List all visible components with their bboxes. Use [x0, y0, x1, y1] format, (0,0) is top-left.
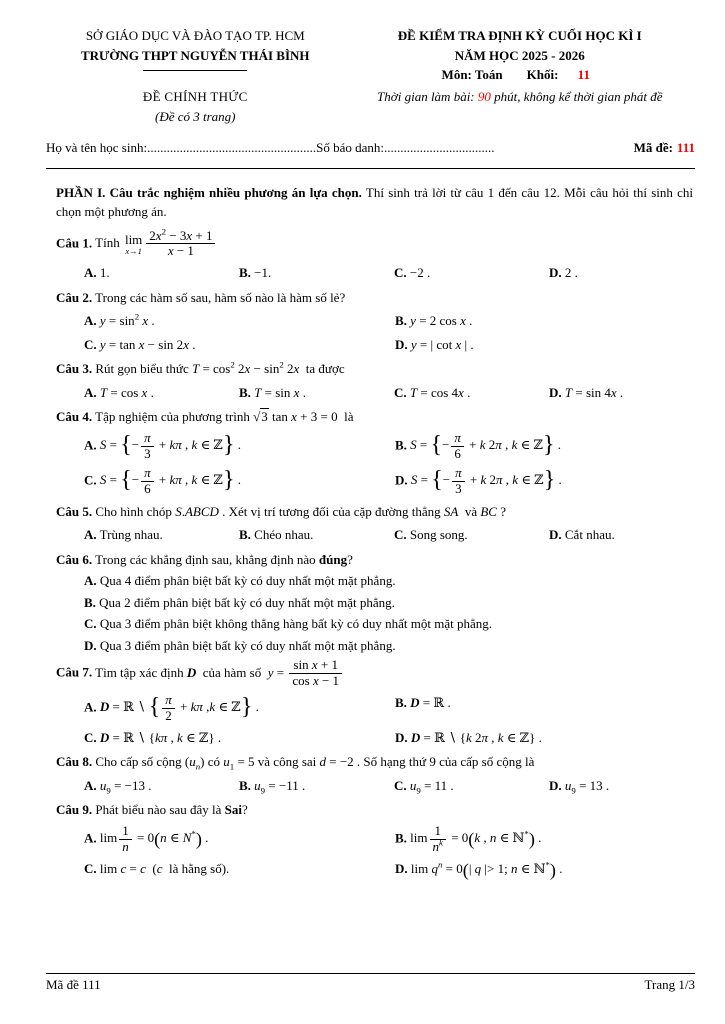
answer-option-a	[84, 693, 395, 724]
option-letter: C.	[394, 265, 407, 281]
exam-footer	[46, 973, 695, 995]
option-content: $u_9 = -11$ .	[254, 777, 306, 796]
option-letter: B.	[395, 437, 407, 453]
options-row	[56, 429, 693, 499]
question-3	[56, 359, 693, 404]
exam-code-label: Mã đề:	[633, 140, 673, 155]
question-label: Câu 4.	[56, 409, 93, 425]
subject-grade-line	[345, 65, 695, 85]
option-letter: B.	[239, 265, 251, 281]
question-label: Câu 9.	[56, 802, 93, 818]
option-letter: B.	[395, 313, 407, 329]
option-letter: B.	[395, 695, 407, 710]
question-5	[56, 502, 693, 547]
option-content: D = ℝ ∖ {kπ , k ∈ ℤ} .	[99, 729, 222, 745]
question-stem-line	[56, 550, 693, 570]
duration-line: Thời gian làm bài: 90 phút, không kể thời gian phát đề	[377, 88, 663, 104]
answer-option-c	[394, 383, 549, 403]
question-stem-line	[56, 752, 693, 772]
option-content: 2 .	[561, 265, 578, 281]
question-label: Câu 6.	[56, 551, 93, 567]
student-info-line	[46, 138, 695, 158]
answer-option-b	[239, 383, 394, 403]
option-letter: D.	[395, 336, 408, 352]
answer-option-b	[239, 776, 394, 796]
answer-option-d	[549, 263, 693, 283]
answer-option-b	[395, 311, 693, 331]
subject-label: Môn: Toán	[441, 67, 503, 82]
option-letter: B.	[395, 830, 407, 846]
option-letter: D.	[84, 637, 97, 653]
option-letter: C.	[394, 777, 407, 793]
question-stem: Trong các hàm số sau, hàm số nào là hàm số lẻ?	[95, 289, 346, 305]
answer-option-b	[239, 263, 394, 283]
question-stem: Rút gọn biểu thức $T = \cos^2 2x - \sin^2 2x$ ta được	[95, 360, 345, 377]
question-label: Câu 5.	[56, 503, 93, 519]
department-name: SỞ GIÁO DỤC VÀ ĐÀO TẠO TP. HCM	[85, 28, 305, 43]
part1-heading-instructions: Thí sinh trả lời từ câu 1 đến câu 12. Mỗi câu hỏi thí sinh chỉ chọn một phương án.	[56, 184, 694, 219]
option-content: Qua 3 điểm phân biệt không thẳng hàng bất kỳ có duy nhất một mặt phẳng.	[96, 616, 492, 632]
option-content: Qua 4 điểm phân biệt bất kỳ có duy nhất một mặt phẳng.	[96, 573, 396, 589]
option-letter: D.	[549, 777, 562, 793]
answer-option-b	[395, 824, 693, 855]
option-content: lim $\frac{1}{n^k}$ = 0(k , n ∈ ℕ*) .	[406, 822, 542, 854]
option-content: 1.	[96, 265, 110, 281]
question-6	[56, 550, 693, 656]
option-letter: B.	[239, 777, 251, 793]
option-letter: B.	[239, 384, 251, 400]
option-content: y = 2 cos x .	[410, 313, 473, 329]
answer-option-d	[549, 525, 693, 545]
option-letter: D.	[549, 384, 562, 400]
question-stem: Cho cấp số cộng $(u_n)$ có $u_1 = 5$ và công sai d = −2 . Số hạng thứ 9 của cấp số cộng là	[95, 754, 535, 772]
answer-option-c	[394, 525, 549, 545]
option-content: Qua 3 điểm phân biệt bất kỳ có duy nhất một mặt phẳng.	[96, 637, 396, 653]
answer-option-d	[549, 383, 693, 403]
answer-option-d	[549, 776, 693, 796]
option-content: $y = \sin^2 x$ .	[99, 312, 155, 329]
answer-option-a	[84, 824, 395, 855]
options-row	[56, 309, 693, 356]
answer-option-c	[84, 335, 395, 355]
option-content: S = {− $\frac{\pi}{3}$ + kπ , k ∈ ℤ} .	[99, 429, 241, 461]
option-content: Trùng nhau.	[96, 527, 163, 543]
answer-option-b	[395, 431, 693, 462]
exam-code-value: 111	[676, 140, 695, 155]
header-right-block	[345, 26, 695, 126]
answer-option-c	[84, 466, 395, 497]
options-row	[56, 691, 693, 749]
answer-option-c	[394, 776, 549, 796]
question-label: Câu 8.	[56, 754, 93, 770]
answer-option-a	[84, 431, 395, 462]
question-1	[56, 226, 693, 285]
option-letter: C.	[84, 729, 97, 745]
option-letter: C.	[84, 472, 97, 488]
exam-body	[46, 169, 695, 973]
question-stem: Tìm tập xác định D của hàm số y = $\frac{\text{sin x + 1}}{\text{cos x − 1}}$	[95, 665, 344, 680]
question-stem: Tập nghiệm của phương trình √3 tan x + 3 = 0 là	[95, 409, 354, 425]
option-content: T = cos 4x .	[409, 384, 471, 400]
exam-type-label: ĐỀ CHÍNH THỨC	[142, 89, 248, 104]
option-content: S = {− $\frac{\pi}{6}$ + k 2π , k ∈ ℤ} .	[410, 429, 562, 461]
question-stem-line	[56, 226, 693, 260]
student-name-field: Họ và tên học sinh:....................................................	[46, 140, 317, 155]
question-label: Câu 3.	[56, 361, 93, 377]
option-content: Chéo nhau.	[250, 527, 314, 543]
options-row	[56, 822, 693, 880]
option-letter: D.	[395, 472, 408, 488]
option-letter: B.	[84, 594, 96, 610]
answer-option-a	[84, 776, 239, 796]
answer-option-b	[395, 693, 693, 724]
question-stem: Tính lim x→1 $\frac{2x^2 - 3x + 1}{x - 1}$	[95, 235, 217, 250]
answer-option-b	[239, 525, 394, 545]
option-content: lim c = c (c là hằng số).	[96, 860, 230, 876]
question-stem-line	[56, 800, 693, 820]
option-content: T = sin 4x .	[564, 384, 624, 400]
option-content: T = sin x .	[254, 384, 306, 400]
question-stem-line	[56, 359, 693, 379]
answer-option-c	[84, 614, 693, 634]
option-content: lim $\frac{1}{n}$ = 0(n ∈ N*) .	[96, 822, 209, 854]
option-letter: A.	[84, 699, 97, 715]
option-content: y = tan x − sin 2x .	[99, 336, 196, 352]
answer-option-c	[394, 263, 549, 283]
option-content: −1.	[250, 265, 272, 281]
option-letter: B.	[239, 527, 251, 543]
question-stem-line	[56, 502, 693, 522]
option-letter: C.	[394, 384, 407, 400]
answer-option-d	[84, 636, 693, 656]
answer-option-d	[395, 335, 693, 355]
option-content: Song song.	[406, 527, 468, 543]
answer-option-d	[395, 466, 693, 497]
option-content: S = {− $\frac{\pi}{3}$ + k 2π , k ∈ ℤ} .	[410, 464, 562, 496]
exam-title: ĐỀ KIỂM TRA ĐỊNH KỲ CUỐI HỌC KÌ I	[397, 28, 642, 43]
student-id-field: Số báo danh:..................................	[316, 140, 495, 155]
option-content: T = cos x .	[99, 384, 154, 400]
question-stem-line	[56, 288, 693, 308]
question-stem: Phát biểu nào sau đây là Sai?	[95, 802, 248, 818]
option-letter: A.	[84, 830, 97, 846]
option-content: D = ℝ ∖ {k 2π , k ∈ ℤ} .	[410, 729, 542, 745]
option-letter: A.	[84, 573, 97, 589]
options-row	[56, 571, 693, 655]
question-label: Câu 1.	[56, 234, 93, 250]
header-left-block	[46, 26, 345, 126]
answer-option-c	[84, 859, 395, 879]
option-letter: D.	[395, 860, 408, 876]
options-row	[56, 774, 693, 798]
duration-value: 90	[477, 88, 491, 104]
question-7	[56, 658, 693, 749]
option-content: y = | cot x | .	[410, 336, 474, 352]
question-2	[56, 288, 693, 357]
option-letter: D.	[395, 729, 408, 745]
option-content: $\lim q^n = 0(|$ q |> 1; n ∈ ℕ*) .	[407, 859, 563, 880]
option-content: −2 .	[406, 265, 431, 281]
footer-exam-code: Mã đề 111	[46, 976, 101, 992]
header-divider	[143, 70, 247, 71]
answer-option-d	[395, 859, 693, 879]
option-letter: A.	[84, 527, 97, 543]
part1-heading	[56, 183, 693, 222]
option-content: S = {− $\frac{\pi}{6}$ + kπ , k ∈ ℤ} .	[99, 464, 241, 496]
question-stem-line	[56, 407, 693, 427]
options-row	[56, 381, 693, 405]
answer-option-a	[84, 383, 239, 403]
option-letter: C.	[84, 336, 97, 352]
answer-option-a	[84, 311, 395, 331]
option-content: $u_9 = 13$ .	[564, 777, 610, 796]
school-name: TRƯỜNG THPT NGUYỄN THÁI BÌNH	[81, 47, 310, 63]
exam-header	[46, 26, 695, 126]
question-4	[56, 407, 693, 498]
answer-option-d	[395, 728, 693, 748]
option-content: $u_9 = 11$ .	[409, 777, 454, 796]
question-stem: Trong các khẳng định sau, khẳng định nào đúng?	[95, 551, 353, 567]
option-letter: C.	[394, 527, 407, 543]
question-label: Câu 7.	[56, 664, 93, 680]
question-9	[56, 800, 693, 880]
option-letter: D.	[549, 527, 562, 543]
option-letter: C.	[84, 616, 97, 632]
grade-value: 11	[577, 67, 590, 82]
questions-list	[56, 226, 693, 881]
grade-label: Khối: 11	[526, 67, 590, 82]
answer-option-c	[84, 728, 395, 748]
option-letter: A.	[84, 313, 97, 329]
question-stem-line	[56, 658, 693, 689]
question-stem: Cho hình chóp S.ABCD . Xét vị trí tương đối của cặp đường thẳng SA và BC ?	[95, 503, 506, 519]
option-letter: A.	[84, 777, 97, 793]
option-content: D = ℝ ∖ { $\frac{\pi}{2}$ + kπ ,k ∈ ℤ} .	[99, 692, 259, 723]
option-letter: C.	[84, 860, 97, 876]
footer-page-number: Trang 1/3	[644, 976, 695, 992]
school-year: NĂM HỌC 2025 - 2026	[454, 47, 585, 63]
option-content: Qua 2 điểm phân biệt bất kỳ có duy nhất một mặt phẳng.	[95, 594, 395, 610]
option-letter: A.	[84, 384, 97, 400]
option-letter: A.	[84, 437, 97, 453]
part1-heading-title: PHẦN I. Câu trắc nghiệm nhiều phương án lựa chọn.	[56, 184, 362, 200]
option-letter: D.	[549, 265, 562, 281]
options-row	[56, 261, 693, 285]
question-label: Câu 2.	[56, 289, 93, 305]
option-content: D = ℝ .	[410, 695, 451, 710]
answer-option-a	[84, 571, 693, 591]
option-content: $u_9 = -13$ .	[99, 777, 152, 796]
answer-option-a	[84, 263, 239, 283]
options-row	[56, 523, 693, 547]
option-content: Cắt nhau.	[561, 527, 615, 543]
answer-option-a	[84, 525, 239, 545]
answer-option-b	[84, 593, 693, 613]
option-letter: A.	[84, 265, 97, 281]
question-8	[56, 752, 693, 797]
page-count-note: (Đề có 3 trang)	[155, 108, 236, 124]
